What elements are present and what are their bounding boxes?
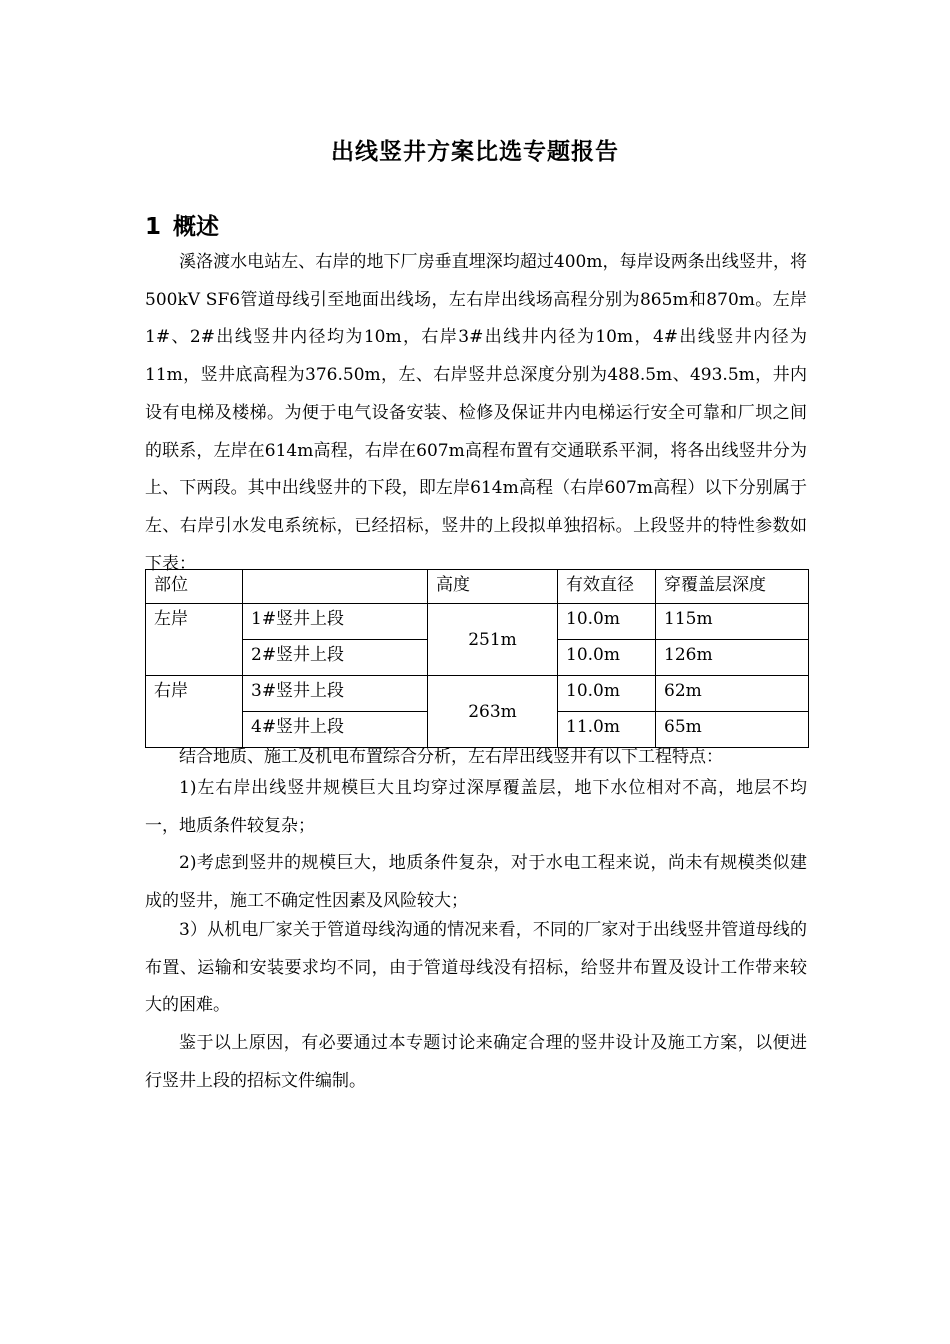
cover-depth-cell: 115m: [656, 604, 809, 640]
diameter-cell: 10.0m: [558, 676, 656, 712]
height-cell: 263m: [428, 676, 558, 748]
section-heading: [145, 208, 219, 241]
location-cell: 左岸: [146, 604, 243, 676]
header-location: 部位: [146, 570, 243, 604]
diameter-cell: 10.0m: [558, 640, 656, 676]
point-3: 3）从机电厂家关于管道母线沟通的情况来看，不同的厂家对于出线竖井管道母线的布置、运输和安装要求均不同，由于管道母线没有招标，给竖井布置及设计工作带来较大的困难。: [145, 920, 807, 1016]
report-title: 出线竖井方案比选专题报告: [331, 139, 619, 165]
table-row: [146, 676, 809, 712]
section-title: 概述: [173, 214, 219, 240]
table-row: [146, 604, 809, 640]
shaft-parameter-table: [145, 569, 809, 748]
header-shaft: [243, 570, 428, 604]
intro-paragraph: 溪洛渡水电站左、右岸的地下厂房垂直埋深均超过400m，每岸设两条出线竖井，将500kV SF6管道母线引至地面出线场，左右岸出线场高程分别为865m和870m。左岸1#、2#出线竖井内径均为10m，右岸3#出线井内径为10m，4#出线竖井内径为11m，竖井底高程为376.50m，左、右岸竖井总深度分别为488.5m、493.5m，井内设有电梯及楼梯。为便于电气设备安装、检修及保证井内电梯运行安全可靠和厂坝之间的联系，左岸在614m高程，右岸在607m高程布置有交通联系平洞，将各出线竖井分为上、下两段。其中出线竖井的下段，即左岸614m高程（右岸607m高程）以下分别属于左、右岸引水发电系统标，已经招标，竖井的上段拟单独招标。上段竖井的特性参数如下表：: [145, 252, 807, 574]
diameter-cell: 10.0m: [558, 604, 656, 640]
header-diameter: 有效直径: [558, 570, 656, 604]
analysis-intro: 结合地质、施工及机电布置综合分析，左右岸出线竖井有以下工程特点：: [179, 747, 723, 767]
table-header-row: [146, 570, 809, 604]
point-2: 2)考虑到竖井的规模巨大，地质条件复杂，对于水电工程来说，尚未有规模类似建成的竖井，施工不确定性因素及风险较大；: [145, 853, 807, 911]
shaft-cell: 3#竖井上段: [243, 676, 428, 712]
cover-depth-cell: 126m: [656, 640, 809, 676]
section-number: 1: [145, 214, 162, 240]
location-cell: 右岸: [146, 676, 243, 748]
point-1: 1)左右岸出线竖井规模巨大且均穿过深厚覆盖层，地下水位相对不高，地层不均一，地质条件较复杂；: [145, 778, 807, 836]
diameter-cell: 11.0m: [558, 712, 656, 748]
shaft-cell: 4#竖井上段: [243, 712, 428, 748]
header-height: 高度: [428, 570, 558, 604]
cover-depth-cell: 65m: [656, 712, 809, 748]
shaft-cell: 1#竖井上段: [243, 604, 428, 640]
shaft-cell: 2#竖井上段: [243, 640, 428, 676]
header-cover-depth: 穿覆盖层深度: [656, 570, 809, 604]
conclusion-paragraph: 鉴于以上原因，有必要通过本专题讨论来确定合理的竖井设计及施工方案，以便进行竖井上段的招标文件编制。: [145, 1033, 807, 1091]
cover-depth-cell: 62m: [656, 676, 809, 712]
height-cell: 251m: [428, 604, 558, 676]
